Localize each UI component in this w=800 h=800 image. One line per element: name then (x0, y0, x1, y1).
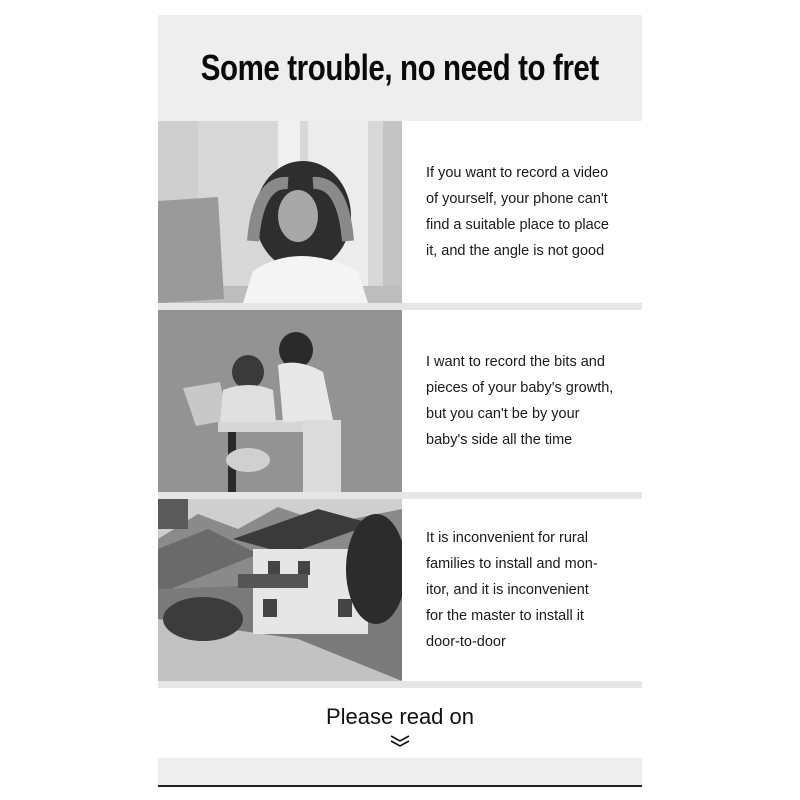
rural-mountain-house-photo (158, 499, 402, 681)
read-on-section (158, 688, 642, 760)
children-at-high-chair-photo (158, 310, 402, 492)
feature-description (426, 310, 631, 492)
bottom-banner (158, 758, 642, 787)
row-divider (158, 303, 642, 310)
double-chevron-down-icon[interactable] (389, 734, 411, 748)
header-banner (158, 15, 642, 121)
woman-stressed-at-laptop-photo (158, 121, 402, 303)
feature-text: If you want to record a video of yourself, your phone can't find a suitable place to place it, and the angle is not good (426, 165, 609, 259)
feature-row (158, 121, 642, 303)
row-divider (158, 492, 642, 499)
read-on-label: Please read on (326, 704, 474, 729)
feature-text: I want to record the bits and pieces of your baby's growth, but you can't be by your baby's side all the time (426, 354, 614, 448)
feature-description (426, 499, 631, 681)
content-page (158, 15, 642, 760)
feature-text: It is inconvenient for rural families to install and mon- itor, and it is inconvenient for the master to install it door-to-door (426, 530, 598, 650)
feature-row (158, 310, 642, 492)
page-title: Some trouble, no need to fret (200, 47, 600, 88)
row-divider (158, 681, 642, 688)
feature-description (426, 121, 631, 303)
feature-row (158, 499, 642, 681)
